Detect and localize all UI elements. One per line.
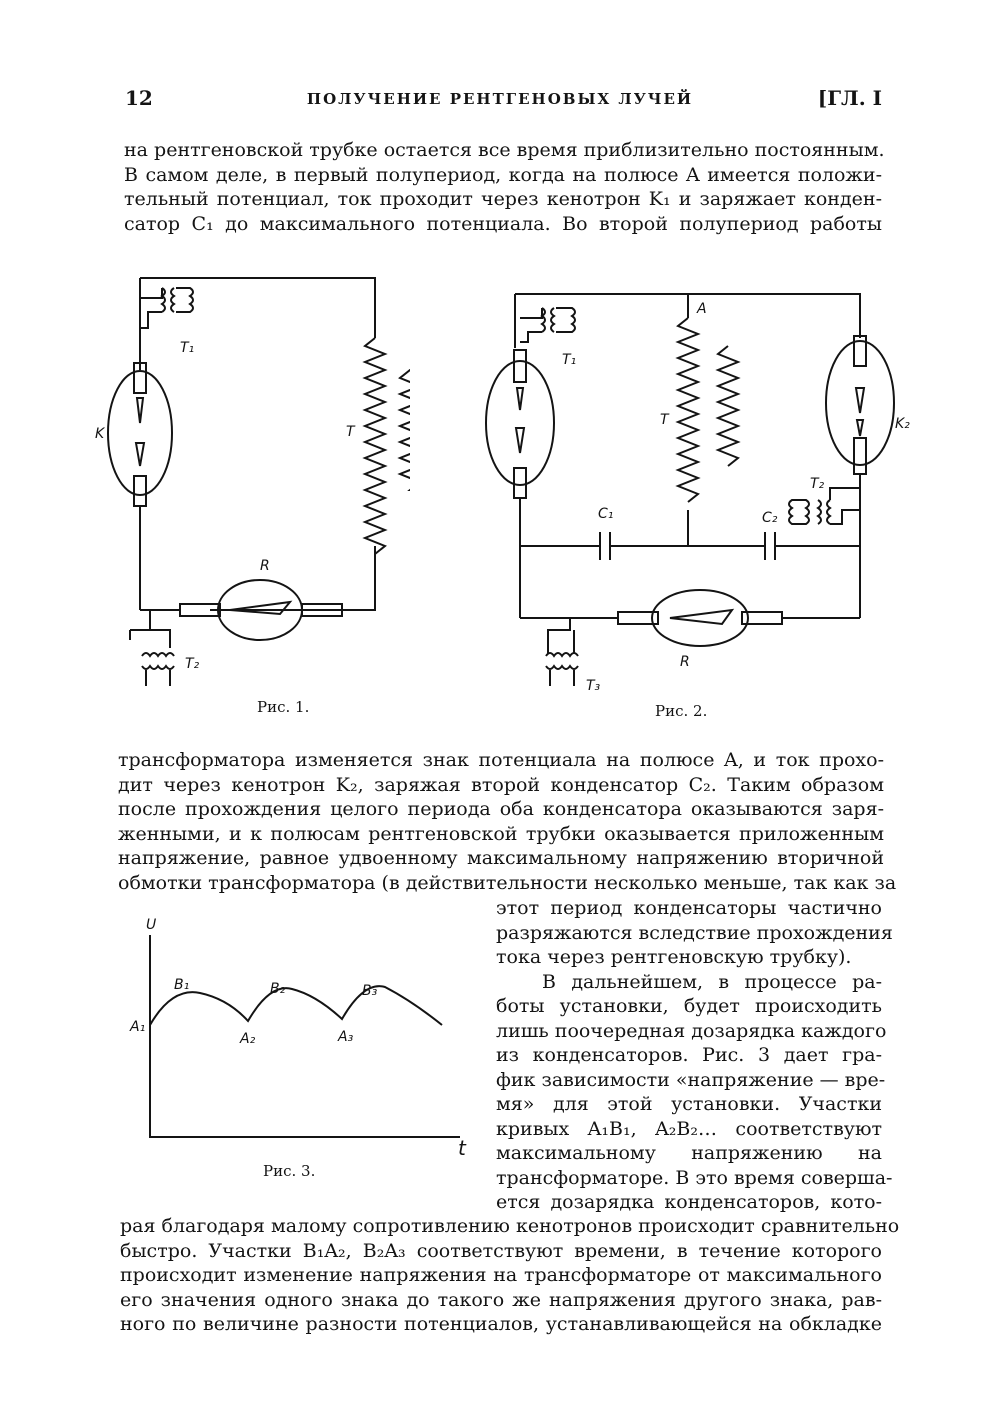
text-line: женными, и к полюсам рентгеновской трубки оказывается приложенным	[118, 822, 884, 845]
text-line: быстро. Участки B₁A₂, B₂A₃ соответствуют времени, в течение которого	[120, 1239, 882, 1262]
text-line: разряжаются вследствие прохождения	[496, 921, 893, 944]
text-line: лишь поочередная дозарядка каждого	[496, 1019, 887, 1042]
paragraph-1	[124, 138, 885, 236]
label-K2: K₂	[895, 416, 910, 432]
label-B3: B₃	[362, 983, 378, 999]
label-C2: C₂	[762, 510, 778, 526]
text-line: рая благодаря малому сопротивлению кенотронов происходит сравнительно	[120, 1215, 900, 1237]
text-line: из конденсаторов. Рис. 3 дает гра-	[496, 1044, 882, 1066]
text-line: мя» для этой установки. Участки	[496, 1093, 882, 1115]
text-line: тока через рентгеновскую трубку).	[496, 946, 852, 968]
label-A: A	[697, 301, 707, 317]
figure-3	[120, 915, 480, 1165]
figure-2	[470, 278, 910, 698]
figure-3-caption: Рис. 3.	[263, 1162, 316, 1180]
label-B1: B₁	[174, 977, 190, 993]
voltage-curve	[150, 986, 442, 1025]
text-line: после прохождения целого периода оба конденсатора оказываются заря-	[118, 798, 884, 820]
text-line: его значения одного знака до такого же напряжения другого знака, рав-	[120, 1288, 882, 1311]
paragraph-4	[120, 1214, 900, 1337]
text-line: тельный потенциал, ток проходит через кенотрон K₁ и заряжает конден-	[124, 188, 882, 210]
label-T2: T₂	[185, 656, 200, 672]
text-line: напряжение, равное удвоенному максимальному напряжению вторичной	[118, 847, 884, 869]
figure-1-circuit	[90, 258, 410, 698]
label-R: R	[680, 654, 690, 670]
page-number: 12	[125, 86, 153, 110]
text-line: В самом деле, в первый полупериод, когда на полюсе A имеется положи-	[124, 163, 882, 186]
text-line: боты установки, будет происходить	[496, 995, 882, 1017]
figure-2-caption: Рис. 2.	[655, 702, 708, 720]
text-line: дит через кенотрон K₂, заряжая второй конденсатор C₂. Таким образом	[118, 773, 884, 796]
figure-1-caption: Рис. 1.	[257, 698, 310, 716]
label-A1: A₁	[130, 1019, 146, 1035]
axis-label-U: U	[146, 917, 157, 933]
label-T: T	[346, 424, 355, 440]
text-line: сатор C₁ до максимального потенциала. Во второй полупериод работы	[124, 212, 882, 235]
text-line: В дальнейшем, в процессе ра-	[542, 970, 882, 993]
label-T: T	[660, 412, 669, 428]
text-line: этот период конденсаторы частично	[496, 897, 882, 919]
figure-2-circuit	[470, 278, 910, 698]
label-A2: A₂	[240, 1031, 256, 1047]
paragraph-3	[496, 896, 893, 1215]
text-line: максимальному напряжению на	[496, 1142, 882, 1164]
text-line: происходит изменение напряжения на трансформаторе от максимального	[120, 1264, 882, 1286]
label-K: K	[95, 426, 105, 442]
label-T3: T₃	[586, 678, 601, 694]
label-T1: T₁	[180, 340, 195, 356]
label-T2: T₂	[810, 476, 825, 492]
paragraph-2	[118, 748, 897, 895]
label-B2: B₂	[270, 981, 286, 997]
text-line: кривых A₁B₁, A₂B₂… соответствуют	[496, 1117, 882, 1140]
figure-1	[90, 258, 410, 698]
label-A3: A₃	[338, 1029, 354, 1045]
axes	[150, 935, 460, 1137]
text-line: ется дозарядка конденсаторов, кото-	[496, 1191, 882, 1213]
label-R: R	[260, 558, 270, 574]
text-line: трансформаторе. В это время соверша-	[496, 1166, 893, 1189]
text-line: трансформатора изменяется знак потенциала на полюсе A, и ток прохо-	[118, 749, 884, 771]
chapter-marker: [ГЛ. I	[817, 86, 882, 110]
text-line: на рентгеновской трубке остается все время приблизительно постоянным.	[124, 139, 885, 161]
text-line: фик зависимости «напряжение — вре-	[496, 1068, 886, 1091]
figure-3-graph	[120, 915, 480, 1165]
running-title: ПОЛУЧЕНИЕ РЕНТГЕНОВЫХ ЛУЧЕЙ	[306, 90, 694, 108]
label-C1: C₁	[598, 506, 614, 522]
text-line: ного по величине разности потенциалов, устанавливающейся на обкладке	[120, 1313, 882, 1335]
text-line: обмотки трансформатора (в действительности несколько меньше, так как за	[118, 871, 897, 894]
axis-label-t: t	[458, 1136, 466, 1160]
label-T1: T₁	[562, 352, 577, 368]
